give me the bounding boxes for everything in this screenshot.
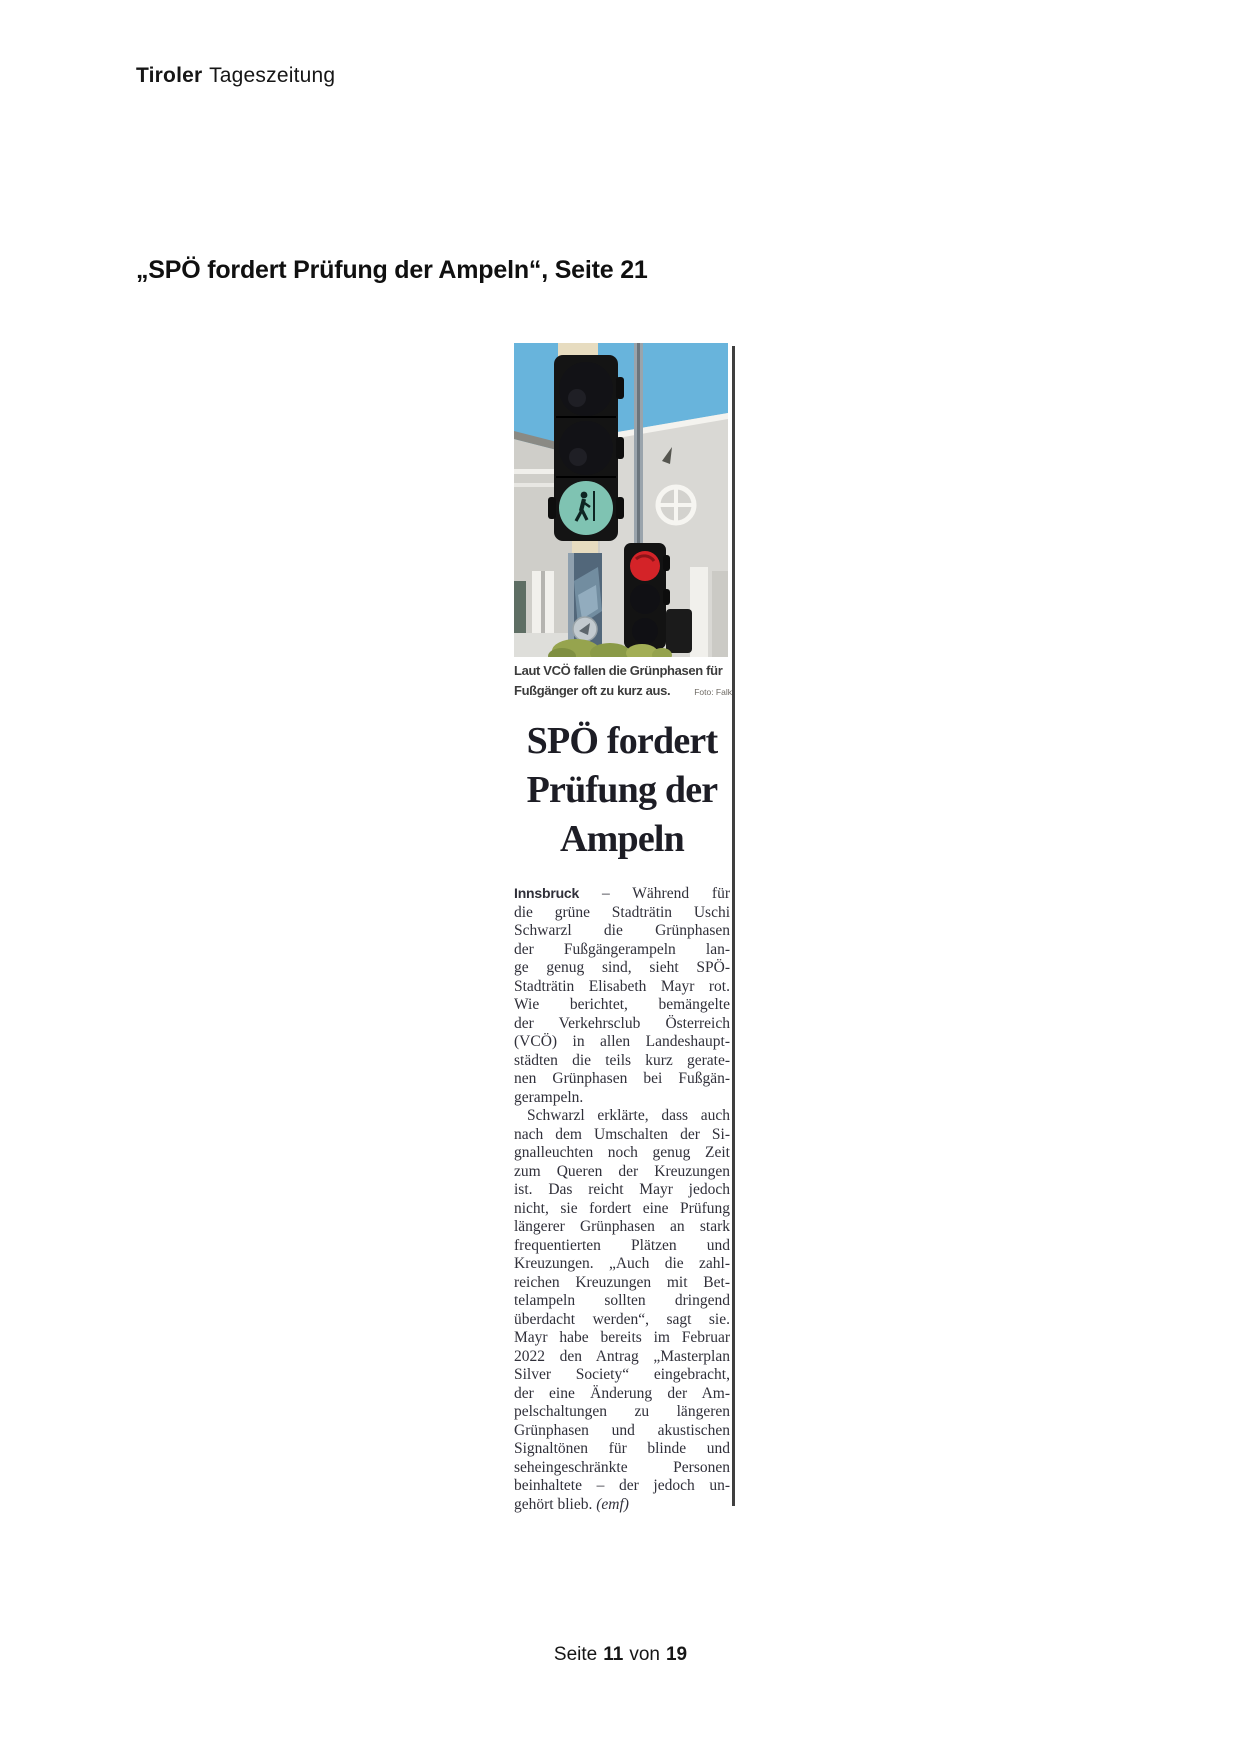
article-body-line: nach dem Umschalten der Si-: [514, 1125, 730, 1143]
footer-total-pages: 19: [665, 1644, 688, 1665]
article-headline: [514, 717, 730, 864]
article-body-line: ge genug sind, sieht SPÖ-: [514, 959, 730, 976]
article-body-line: städten die teils kurz gerate-: [514, 1051, 730, 1069]
article-body-line: Wie berichtet, bemängelte: [514, 996, 730, 1013]
article-headline-line: SPÖ fordert: [526, 720, 718, 762]
article-body-line: überdacht werden“, sagt sie.: [514, 1310, 730, 1328]
photo-caption-line1: Laut VCÖ fallen die Grünphasen für: [514, 663, 723, 678]
page-footer: [0, 1644, 1241, 1666]
article-body-line: gnalleuchten noch genug Zeit: [514, 1144, 730, 1161]
photo-caption-line2: Fußgänger oft zu kurz aus.: [514, 683, 671, 698]
article-body-line: nicht, sie fordert eine Prüfung: [514, 1199, 730, 1217]
traffic-light-photo: [514, 343, 728, 657]
article-body-line: telampeln sollten dringend: [514, 1292, 730, 1309]
article-body-line: Kreuzungen. „Auch die zahl-: [514, 1255, 730, 1272]
article-body-line: pelschaltungen zu längeren: [514, 1403, 730, 1420]
article-body-line: Innsbruck – Während für: [514, 885, 730, 902]
article-body-line: frequentierten Plätzen und: [514, 1236, 730, 1254]
newspaper-clipping: [514, 343, 734, 1523]
article-body-line: Schwarzl erklärte, dass auch: [527, 1107, 730, 1124]
upper-dark-lens: [559, 362, 613, 416]
article-body-line: seheingeschränkte Personen: [514, 1458, 730, 1476]
middle-dark-lens: [559, 421, 613, 475]
article-body-line: die grüne Stadträtin Uschi: [514, 903, 730, 921]
pedestrian-signal: [548, 355, 624, 541]
green-walk-light: [559, 481, 613, 535]
article-body-line: längerer Grünphasen an stark: [514, 1218, 730, 1235]
article-body-line: Signaltönen für blinde und: [514, 1440, 730, 1457]
article-body-line: Grünphasen und akustischen: [514, 1421, 730, 1439]
article-body-line: der Fußgängerampeln lan-: [514, 940, 730, 958]
footer-current-page: 11: [603, 1644, 624, 1665]
article-body-line: nen Grünphasen bei Fußgän-: [514, 1070, 730, 1087]
article-headline-line: Ampeln: [560, 818, 684, 860]
article-body-line: (VCÖ) in allen Landeshaupt-: [514, 1033, 730, 1050]
footer-of-label: von: [629, 1644, 660, 1665]
article-body-line: gerampeln.: [514, 1088, 584, 1106]
photo-credit: Foto: Falk: [694, 687, 732, 697]
footer-label: Seite: [553, 1644, 598, 1665]
article-body-line: Stadträtin Elisabeth Mayr rot.: [514, 977, 730, 995]
masthead-brand-regular: Tageszeitung: [209, 64, 336, 87]
article-body: [514, 884, 730, 1514]
round-window: [657, 486, 695, 524]
document-headline: „SPÖ fordert Prüfung der Ampeln“, Seite 21: [136, 256, 648, 284]
article-body-line: ist. Das reicht Mayr jedoch: [514, 1181, 730, 1198]
column-rule: [732, 346, 735, 1506]
article-body-line: der eine Änderung der Am-: [514, 1384, 730, 1402]
article-body-line: der Verkehrsclub Österreich: [514, 1014, 730, 1032]
article-body-line: Mayr habe bereits im Februar: [514, 1329, 730, 1346]
masthead: [136, 64, 335, 88]
article-body-line: zum Queren der Kreuzungen: [514, 1162, 730, 1180]
article-body-line: Schwarzl die Grünphasen: [514, 922, 730, 939]
article-body-line: gehört blieb. (emf): [514, 1495, 629, 1513]
masthead-brand-bold: Tiroler: [136, 64, 203, 87]
article-body-line: reichen Kreuzungen mit Bet-: [514, 1273, 730, 1291]
article-body-line: beinhaltete – der jedoch un-: [514, 1477, 730, 1494]
article-headline-line: Prüfung der: [526, 769, 718, 811]
article-body-line: Silver Society“ eingebracht,: [514, 1366, 730, 1383]
article-body-line: 2022 den Antrag „Masterplan: [514, 1347, 730, 1365]
photo-caption: [514, 661, 734, 702]
